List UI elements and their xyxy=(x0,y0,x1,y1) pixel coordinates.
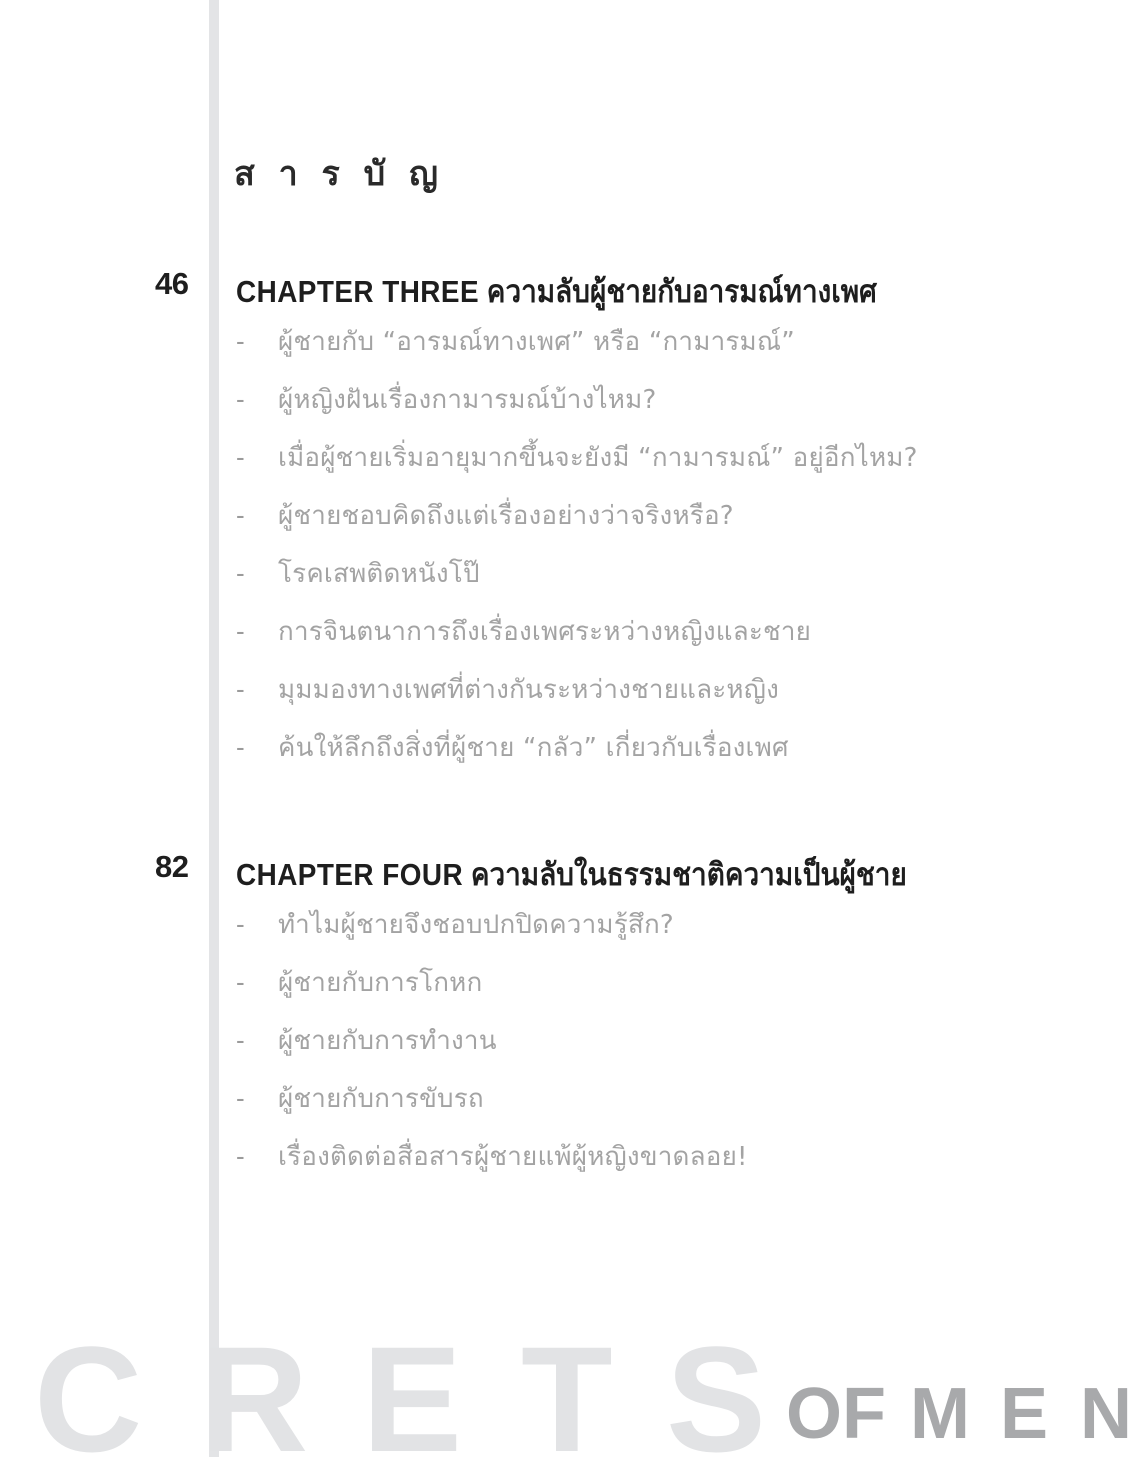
chapter-section xyxy=(0,266,1142,763)
chapter-label: CHAPTER FOUR xyxy=(236,857,464,892)
chapter-heading xyxy=(0,266,1142,312)
dash-marker: - xyxy=(236,1082,245,1113)
list-item[interactable] xyxy=(236,602,918,660)
list-item-text: ทำไมผู้ชายจึงชอบปกปิดความรู้สึก? xyxy=(278,909,674,940)
list-item[interactable] xyxy=(236,1127,748,1185)
list-item[interactable] xyxy=(236,544,918,602)
list-item-text: เรื่องติดต่อสื่อสารผู้ชายแพ้ผู้หญิงขาดลอย! xyxy=(278,1141,748,1172)
list-item[interactable] xyxy=(236,953,748,1011)
list-item[interactable] xyxy=(236,660,918,718)
list-item-text: มุมมองทางเพศที่ต่างกันระหว่างชายและหญิง xyxy=(278,674,780,705)
list-item-text: ค้นให้ลึกถึงสิ่งที่ผู้ชาย “กลัว” เกี่ยวกับเรื่องเพศ xyxy=(278,732,789,763)
watermark-letter: S xyxy=(666,1330,767,1457)
list-item[interactable] xyxy=(236,1011,748,1069)
vertical-rule xyxy=(209,0,219,1457)
list-item-text: การจินตนาการถึงเรื่องเพศระหว่างหญิงและชาย xyxy=(278,616,812,647)
list-item-text: ผู้ชายกับการโกหก xyxy=(278,967,483,998)
list-item[interactable] xyxy=(236,428,918,486)
watermark-letter: C xyxy=(34,1330,143,1457)
dash-marker: - xyxy=(236,325,245,356)
list-item[interactable] xyxy=(236,718,918,776)
chapter-title[interactable] xyxy=(236,849,907,899)
chapter-title[interactable] xyxy=(236,266,877,316)
watermark-letter: R xyxy=(200,1330,309,1457)
dash-marker: - xyxy=(236,499,245,530)
dash-marker: - xyxy=(236,731,245,762)
chapter-item-list xyxy=(236,312,918,776)
dash-marker: - xyxy=(236,966,245,997)
dash-marker: - xyxy=(236,557,245,588)
dash-marker: - xyxy=(236,673,245,704)
watermark-suffix: E xyxy=(1000,1374,1049,1454)
chapter-heading xyxy=(0,849,1142,895)
page-number[interactable]: 46 xyxy=(155,266,189,301)
dash-marker: - xyxy=(236,383,245,414)
dash-marker: - xyxy=(236,441,245,472)
list-item-text: ผู้ชายกับ “อารมณ์ทางเพศ” หรือ “กามารมณ์” xyxy=(278,326,795,357)
list-item[interactable] xyxy=(236,1069,748,1127)
chapter-label: CHAPTER THREE xyxy=(236,274,480,309)
list-item-text: ผู้ชายกับการทำงาน xyxy=(278,1025,497,1056)
watermark-suffix: N xyxy=(1080,1374,1132,1454)
list-item-text: ผู้ชายชอบคิดถึงแต่เรื่องอย่างว่าจริงหรือ? xyxy=(278,500,734,531)
list-item[interactable] xyxy=(236,312,918,370)
list-item[interactable] xyxy=(236,370,918,428)
chapter-item-list xyxy=(236,895,748,1185)
watermark-suffix: OF xyxy=(786,1374,886,1454)
dash-marker: - xyxy=(236,908,245,939)
watermark-banner xyxy=(0,1330,1142,1457)
list-item-text: เมื่อผู้ชายเริ่มอายุมากขึ้นจะยังมี “กามารมณ์” อยู่อีกไหม? xyxy=(278,442,918,473)
dash-marker: - xyxy=(236,1024,245,1055)
dash-marker: - xyxy=(236,615,245,646)
chapter-section xyxy=(0,849,1142,1172)
watermark-letter: E xyxy=(362,1330,463,1457)
list-item-text: โรคเสพติดหนังโป๊ xyxy=(278,558,480,589)
page-number[interactable]: 82 xyxy=(155,849,189,884)
list-item-text: ผู้หญิงฝันเรื่องกามารมณ์บ้างไหม? xyxy=(278,384,657,415)
list-item-text: ผู้ชายกับการขับรถ xyxy=(278,1083,484,1114)
list-item[interactable] xyxy=(236,895,748,953)
list-item[interactable] xyxy=(236,486,918,544)
dash-marker: - xyxy=(236,1140,245,1171)
watermark-suffix: M xyxy=(910,1374,970,1454)
toc-heading: ส า ร บั ญ xyxy=(234,154,445,194)
chapter-thai-title: ความลับผู้ชายกับอารมณ์ทางเพศ xyxy=(486,274,877,309)
watermark-letter: T xyxy=(521,1330,613,1457)
chapter-thai-title: ความลับในธรรมชาติความเป็นผู้ชาย xyxy=(470,857,907,892)
